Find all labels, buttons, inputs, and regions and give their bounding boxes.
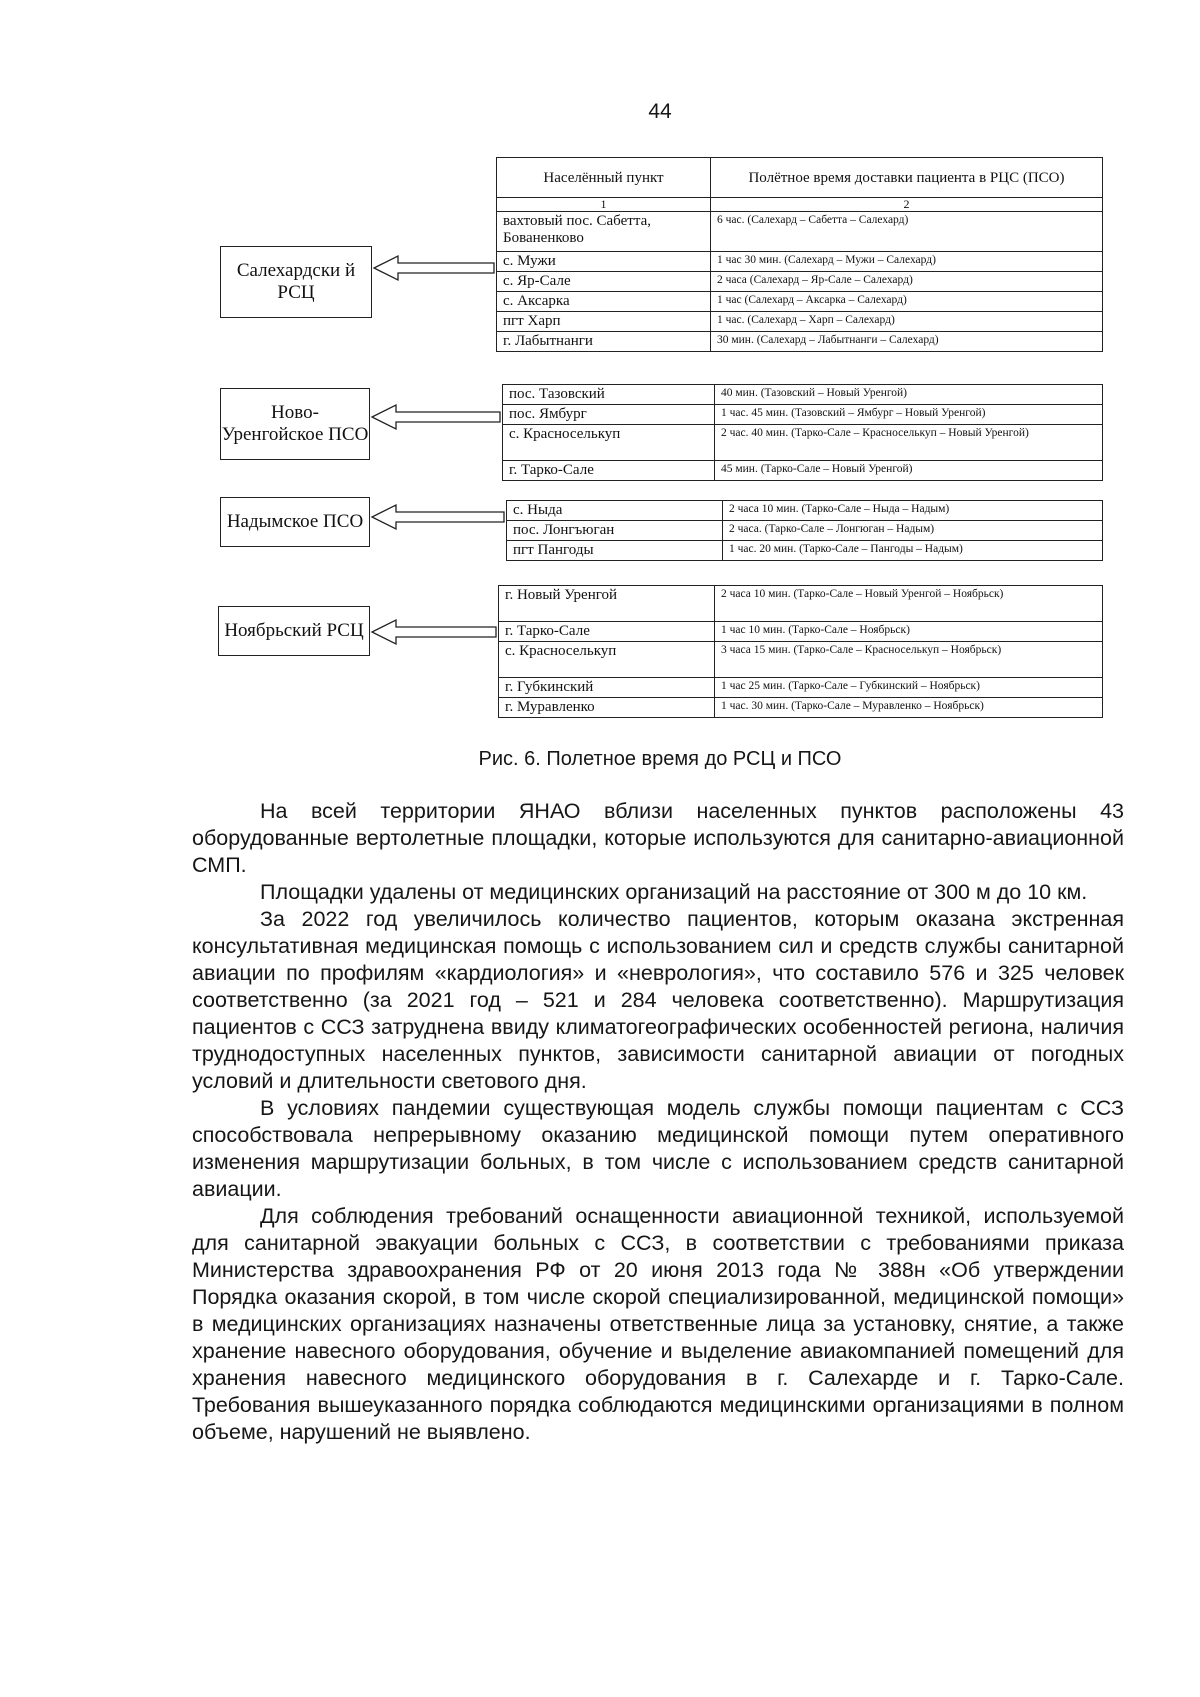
time-cell: 1 час 10 мин. (Тарко-Сале – Ноябрьск) (715, 622, 1103, 642)
place-cell: вахтовый пос. Сабетта, Бованенково (497, 212, 711, 252)
table-row (503, 405, 1103, 425)
table-row (497, 312, 1103, 332)
table-row (499, 622, 1103, 642)
time-cell: 1 час (Салехард – Аксарка – Салехард) (711, 292, 1103, 312)
place-cell: г. Тарко-Сале (503, 461, 715, 481)
arrow-icon (370, 402, 502, 432)
table-row (499, 586, 1103, 622)
place-cell: г. Лабытнанги (497, 332, 711, 352)
body-text (192, 798, 1124, 1446)
arrow-icon (372, 253, 497, 283)
time-cell: 2 час. 40 мин. (Тарко-Сале – Красноселькуп – Новый Уренгой) (715, 425, 1103, 461)
arrow-icon (370, 502, 506, 532)
place-cell: с. Мужи (497, 252, 711, 272)
time-cell: 3 часа 15 мин. (Тарко-Сале – Красноселькуп – Ноябрьск) (715, 642, 1103, 678)
table-row (497, 212, 1103, 252)
table-row (499, 642, 1103, 678)
time-cell: 40 мин. (Тазовский – Новый Уренгой) (715, 385, 1103, 405)
header-settlement: Населённый пункт (497, 158, 711, 198)
place-cell: пос. Тазовский (503, 385, 715, 405)
table-noyabrsk (498, 585, 1103, 718)
time-cell: 2 часа 10 мин. (Тарко-Сале – Ныда – Надым) (723, 501, 1103, 521)
table-row (499, 698, 1103, 718)
header-flight-time: Полётное время доставки пациента в РЦС (ПСО) (711, 158, 1103, 198)
center-box-nadym: Надымское ПСО (220, 497, 370, 547)
table-row (503, 385, 1103, 405)
table-row (503, 461, 1103, 481)
center-box-salekhard: Салехардски й РСЦ (220, 246, 372, 318)
table-novy-urengoy (502, 384, 1103, 481)
paragraph: Для соблюдения требований оснащенности авиационной техникой, используемой для санитарной эвакуации больных с ССЗ, в соответствии с требованиями приказа Министерства здравоохранения РФ от 20 июня 2013 года № 388н «Об утверждении Порядка оказания скорой, в том числе скорой специализированной, медицинской помощи» в медицинских организациях назначены ответственные лица за установку, снятие, а также хранение навесного оборудования, обучение и выделение авиакомпанией помещений для хранения навесного медицинского оборудования в г. Салехарде и г. Тарко-Сале. Требования вышеуказанного порядка соблюдаются медицинскими организациями в полном объеме, нарушений не выявлено. (192, 1204, 1124, 1444)
place-cell: г. Губкинский (499, 678, 715, 698)
table-nadym (506, 500, 1103, 561)
header-num-2: 2 (711, 198, 1103, 212)
page-number: 44 (648, 100, 672, 123)
place-cell: с. Красноселькуп (499, 642, 715, 678)
paragraph: На всей территории ЯНАО вблизи населенных пунктов расположены 43 оборудованные вертолетные площадки, которые используются для санитарно-авиационной СМП. (192, 799, 1124, 877)
table-row (503, 425, 1103, 461)
header-num-1: 1 (497, 198, 711, 212)
place-cell: г. Новый Уренгой (499, 586, 715, 622)
time-cell: 1 час. 30 мин. (Тарко-Сале – Муравленко – Ноябрьск) (715, 698, 1103, 718)
center-box-noyabrsk: Ноябрьский РСЦ (218, 606, 370, 656)
place-cell: пгт Пангоды (507, 541, 723, 561)
figure-caption: Рис. 6. Полетное время до РСЦ и ПСО (478, 748, 842, 770)
place-cell: с. Ныда (507, 501, 723, 521)
paragraph: Площадки удалены от медицинских организаций на расстояние от 300 м до 10 км. (260, 880, 1088, 904)
table-row (497, 292, 1103, 312)
table-row (497, 332, 1103, 352)
table-row (507, 521, 1103, 541)
place-cell: с. Аксарка (497, 292, 711, 312)
center-box-novy-urengoy: Ново-Уренгойское ПСО (220, 388, 370, 460)
arrow-icon (370, 617, 498, 647)
table-row (507, 501, 1103, 521)
time-cell: 6 час. (Салехард – Сабетта – Салехард) (711, 212, 1103, 252)
place-cell: с. Яр-Сале (497, 272, 711, 292)
time-cell: 1 час 30 мин. (Салехард – Мужи – Салехард) (711, 252, 1103, 272)
table-row (497, 252, 1103, 272)
time-cell: 45 мин. (Тарко-Сале – Новый Уренгой) (715, 461, 1103, 481)
time-cell: 2 часа. (Тарко-Сале – Лонгюган – Надым) (723, 521, 1103, 541)
time-cell: 1 час 25 мин. (Тарко-Сале – Губкинский – Ноябрьск) (715, 678, 1103, 698)
paragraph: За 2022 год увеличилось количество пациентов, которым оказана экстренная консультативная медицинская помощь с использованием сил и средств службы санитарной авиации по профилям «кардиология» и «неврология», что составило 576 и 325 человек соответственно (за 2021 год – 521 и 284 человека соответственно). Маршрутизация пациентов с ССЗ затруднена ввиду климатогеографических особенностей региона, наличия труднодоступных населенных пунктов, зависимости санитарной авиации от погодных условий и длительности светового дня. (192, 907, 1124, 1093)
place-cell: пос. Лонгъюган (507, 521, 723, 541)
time-cell: 1 час. (Салехард – Харп – Салехард) (711, 312, 1103, 332)
place-cell: г. Муравленко (499, 698, 715, 718)
time-cell: 30 мин. (Салехард – Лабытнанги – Салехард) (711, 332, 1103, 352)
place-cell: пгт Харп (497, 312, 711, 332)
time-cell: 1 час. 20 мин. (Тарко-Сале – Пангоды – Надым) (723, 541, 1103, 561)
table-row (497, 272, 1103, 292)
time-cell: 1 час. 45 мин. (Тазовский – Ямбург – Новый Уренгой) (715, 405, 1103, 425)
time-cell: 2 часа 10 мин. (Тарко-Сале – Новый Уренгой – Ноябрьск) (715, 586, 1103, 622)
table-row (507, 541, 1103, 561)
place-cell: с. Красноселькуп (503, 425, 715, 461)
table-salekhard (496, 157, 1103, 352)
place-cell: пос. Ямбург (503, 405, 715, 425)
place-cell: г. Тарко-Сале (499, 622, 715, 642)
paragraph: В условиях пандемии существующая модель службы помощи пациентам с ССЗ способствовала непрерывному оказанию медицинской помощи путем оперативного изменения маршрутизации больных, в том числе с использованием средств санитарной авиации. (192, 1096, 1124, 1201)
time-cell: 2 часа (Салехард – Яр-Сале – Салехард) (711, 272, 1103, 292)
table-row (499, 678, 1103, 698)
